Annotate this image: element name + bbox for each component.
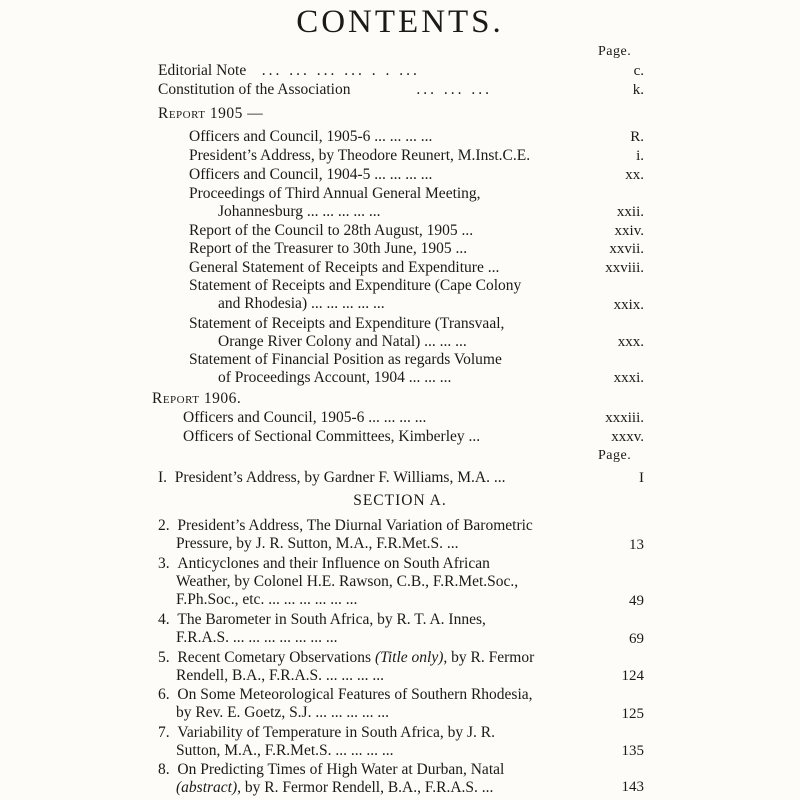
toc-entry-constitution: Constitution of the Association ... ... ... — [158, 81, 492, 98]
paper-entry: 2. President’s Address, The Diurnal Variation of Barometric — [158, 517, 533, 534]
toc-page-number: xxvii. — [609, 241, 644, 257]
page-column-label: Page. — [598, 44, 632, 59]
toc-entry: Statement of Receipts and Expenditure (Cape Colony — [189, 277, 522, 294]
paper-number: 6. — [158, 686, 170, 703]
toc-page-number: xxiv. — [614, 223, 644, 239]
toc-page-number: 49 — [629, 593, 644, 609]
paper-entry: 6. On Some Meteorological Features of Southern Rhodesia, — [158, 686, 533, 703]
toc-entry: Report of the Council to 28th August, 1905 ... — [189, 222, 474, 239]
toc-page-number: xxxiii. — [605, 410, 644, 426]
toc-entry-continuation: Johannesburg ... ... ... ... ... — [218, 203, 381, 220]
paper-entry-continuation: F.Ph.Soc., etc. ... ... ... ... ... ... — [176, 591, 358, 608]
toc-page-number: k. — [632, 82, 644, 98]
toc-page-number: R. — [630, 129, 644, 145]
paper-entry: 5. Recent Cometary Observations (Title only), by R. Fermor — [158, 649, 535, 666]
toc-page-number: xxxi. — [613, 370, 644, 386]
toc-page-number: c. — [633, 63, 644, 79]
toc-page-number: xxii. — [616, 204, 644, 220]
paper-number: 5. — [158, 649, 170, 666]
toc-page-number: 135 — [621, 743, 644, 759]
toc-entry: Officers and Council, 1905-6 ... ... ... ... — [183, 409, 427, 426]
paper-entry-continuation: Sutton, M.A., F.R.Met.S. ... ... ... ... — [176, 742, 394, 759]
toc-entry: Statement of Receipts and Expenditure (Transvaal, — [189, 315, 505, 332]
paper-entry: 3. Anticyclones and their Influence on South African — [158, 555, 490, 572]
section-heading-report-1905: Report 1905 — — [158, 105, 264, 122]
paper-number: 3. — [158, 555, 170, 572]
paper-entry-continuation: Pressure, by J. R. Sutton, M.A., F.R.Met.S. ... — [176, 535, 459, 552]
section-a-heading: SECTION A. — [353, 492, 447, 509]
paper-entry-continuation: (abstract), by R. Fermor Rendell, B.A., F.R.A.S. ... — [176, 779, 494, 796]
toc-entry: Officers of Sectional Committees, Kimberley ... — [183, 428, 481, 445]
toc-entry: General Statement of Receipts and Expenditure ... — [189, 259, 500, 276]
toc-page-number: 125 — [621, 706, 644, 722]
toc-page-number: 124 — [621, 668, 644, 684]
toc-page-number: xxxv. — [611, 429, 644, 445]
toc-entry: President’s Address, by Theodore Reunert, M.Inst.C.E. — [189, 147, 531, 164]
toc-page-number: I — [639, 470, 644, 486]
toc-entry: Officers and Council, 1904-5 ... ... ... ... — [189, 166, 433, 183]
toc-entry: Proceedings of Third Annual General Meeting, — [189, 185, 481, 202]
toc-page-number: 13 — [629, 537, 644, 553]
toc-page-number: xxviii. — [605, 260, 644, 276]
toc-page-number: i. — [636, 148, 644, 164]
toc-page-number: xxx. — [617, 334, 644, 350]
paper-entry-continuation: by Rev. E. Goetz, S.J. ... ... ... ... ... — [176, 704, 389, 721]
paper-number: 4. — [158, 611, 170, 628]
toc-entry-editorial-note: Editorial Note ... ... ... ... . . ... — [158, 62, 420, 79]
paper-entry-continuation: F.R.A.S. ... ... ... ... ... ... ... — [176, 629, 338, 646]
abstract-note: (abstract) — [176, 779, 238, 796]
paper-entry: 4. The Barometer in South Africa, by R. T. A. Innes, — [158, 611, 486, 628]
paper-number: 2. — [158, 517, 170, 534]
toc-entry: Statement of Financial Position as regards Volume — [189, 351, 502, 368]
toc-entry-continuation: and Rhodesia) ... ... ... ... ... — [218, 295, 385, 312]
toc-page-number: 69 — [629, 631, 644, 647]
paper-entry: 7. Variability of Temperature in South Africa, by J. R. — [158, 724, 495, 741]
paper-entry-continuation: Weather, by Colonel H.E. Rawson, C.B., F.R.Met.Soc., — [176, 573, 519, 590]
section-heading-report-1906: Report 1906. — [152, 390, 242, 407]
page-column-label: Page. — [598, 448, 632, 463]
paper-entry-continuation: Rendell, B.A., F.R.A.S. ... ... ... ... — [176, 667, 385, 684]
toc-entry: Officers and Council, 1905-6 ... ... ... ... — [189, 128, 433, 145]
toc-page-number: xx. — [625, 167, 644, 183]
paper-entry: I. President’s Address, by Gardner F. Williams, M.A. ... — [158, 469, 506, 486]
paper-number: 8. — [158, 761, 170, 778]
title-only-note: (Title only) — [374, 649, 444, 666]
paper-number: I. — [158, 469, 168, 486]
paper-entry: 8. On Predicting Times of High Water at Durban, Natal — [158, 761, 505, 778]
toc-entry-continuation: Orange River Colony and Natal) ... ... ... — [218, 333, 467, 350]
toc-entry-continuation: of Proceedings Account, 1904 ... ... ... — [218, 369, 452, 386]
toc-page-number: 143 — [621, 779, 644, 795]
paper-number: 7. — [158, 724, 170, 741]
toc-page-number: xxix. — [613, 297, 644, 313]
toc-entry: Report of the Treasurer to 30th June, 1905 ... — [189, 240, 468, 257]
page-title: CONTENTS. — [296, 4, 504, 40]
